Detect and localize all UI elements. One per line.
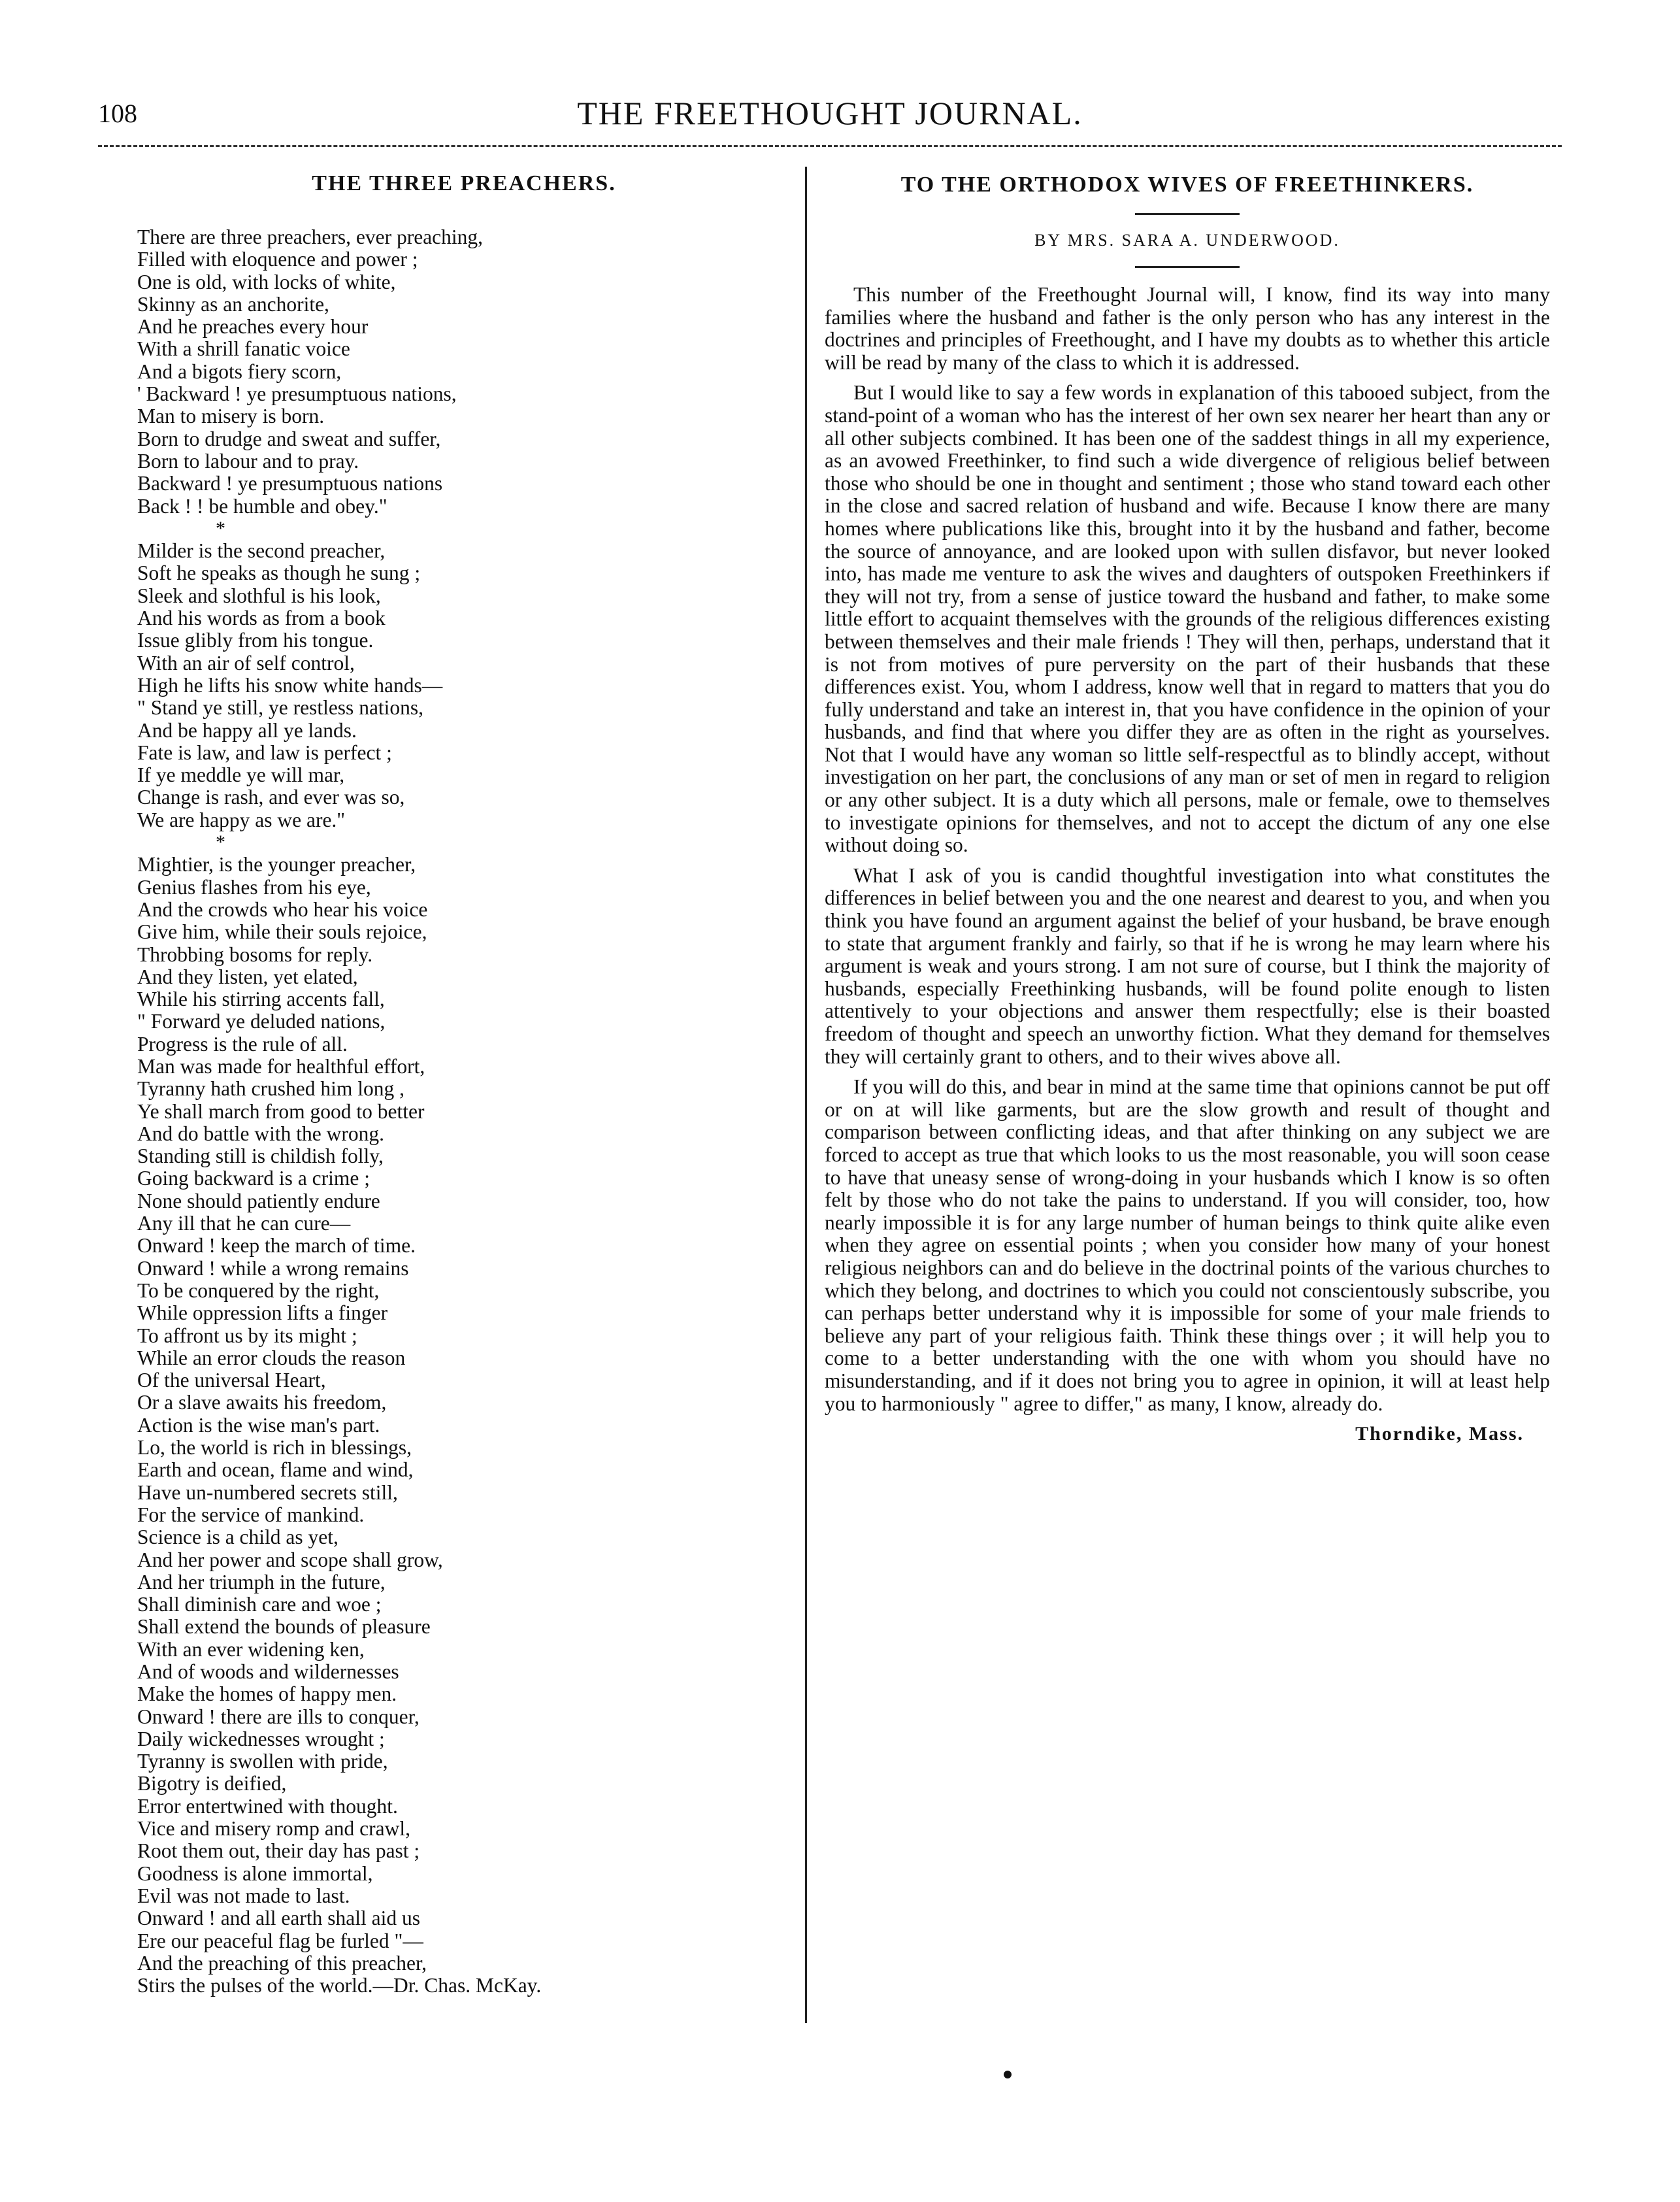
essay-dateline: Thorndike, Mass. [1355,1423,1524,1445]
poem-line: Any ill that he can cure— [137,1212,351,1235]
poem-line: Bigotry is deified, [137,1772,287,1795]
poem-line: Onward ! while a wrong remains [137,1256,409,1280]
poem-column [137,163,791,1997]
poem-line: Root them out, their day has past ; [137,1839,420,1863]
poem-line: Have un-numbered secrets still, [137,1480,398,1504]
journal-title: THE FREETHOUGHT JOURNAL. [577,95,1083,131]
poem-line: One is old, with locks of white, [137,270,396,293]
essay-paragraph: What I ask of you is candid thoughtful investigation into what constitutes the differences in belief between you and the one nearest and dearest to you, and when you think you have found an argument against the belief of your husband, be brave enough to state that argument frankly and fairly, so that if he is wrong he may learn where his argument is weak and yours strong. I am not sure of course, but I think the majority of husbands, especially Freethinking husbands, will be found polite enough to listen attentively to your objections and answer them respectfully; else is their boasted freedom of thought and speech an unworthy fiction. What they demand for themselves they will certainly grant to others, and to their wives above all. [825,863,1550,1068]
poem-line: Man to misery is born. [137,405,325,428]
poem-line: For the service of mankind. [137,1503,365,1526]
poem-line: ' Backward ! ye presumptuous nations, [137,382,457,406]
poem-line: While an error clouds the reason [137,1346,406,1369]
poem-body [137,226,791,1997]
poem-line: Sleek and slothful is his look, [137,584,381,607]
poem-line: And they listen, yet elated, [137,965,358,988]
poem-line: Onward ! keep the march of time. [137,1234,416,1258]
poem-line: And the crowds who hear his voice [137,897,428,921]
page-ornament-dot [1004,2071,1012,2078]
poem-line: Onward ! there are ills to conquer, [137,1705,420,1728]
poem-line: Tyranny hath crushed him long , [137,1077,404,1101]
poem-line: Filled with eloquence and power ; [137,248,418,271]
poem-line: Born to labour and to pray. [137,449,359,473]
poem-line: To affront us by its might ; [137,1324,357,1347]
essay-title: TO THE ORTHODOX WIVES OF FREETHINKERS. [900,173,1474,197]
poem-line: If ye meddle ye will mar, [137,763,345,787]
poem-line: Evil was not made to last. [137,1884,350,1907]
poem-line: Shall diminish care and woe ; [137,1593,382,1616]
poem-line: None should patiently endure [137,1189,380,1212]
poem-line: " Forward ye deluded nations, [137,1010,386,1033]
poem-line: Give him, while their souls rejoice, [137,920,427,944]
poem-line: Mightier, is the younger preacher, [137,853,416,876]
poem-line: With a shrill fanatic voice [137,337,350,361]
poem-line: And be happy all ye lands. [137,718,357,742]
poem-line: There are three preachers, ever preaching, [137,225,484,248]
poem-line: While his stirring accents fall, [137,988,385,1011]
poem-line: And his words as from a book [137,607,386,630]
essay-column [825,163,1550,1445]
stanza-break: * [216,831,304,854]
poem-line: And do battle with the wrong. [137,1122,384,1145]
poem-line: Man was made for healthful effort, [137,1054,425,1078]
poem-line: Ye shall march from good to better [137,1099,425,1123]
poem-line: Of the universal Heart, [137,1369,326,1392]
poem-line: Shall extend the bounds of pleasure [137,1615,431,1639]
poem-line: Change is rash, and ever was so, [137,786,405,809]
poem-line: " Stand ye still, ye restless nations, [137,696,424,720]
poem-line: And a bigots fiery scorn, [137,359,342,383]
essay-paragraph: If you will do this, and bear in mind at the same time that opinions cannot be put off or on at will like garments, but are the slow growth and result of thought and comparison between conflicting ideas, and that after thinking on any subject we are forced to accept as true that which looks to us the most reasonable, you will soon cease to have that uneasy sense of wrong-doing in your husbands which I know is so often felt by those who do not take the pains to understand. If you will consider, too, how nearly impossible it is for any large number of human beings to think quite alike even when they agree on essential points ; when you consider how many of your honest religious neighbors can and do believe in the doctrinal points of the various churches to which they belong, and doctrines to which you could not conscientously subscribe, you can perhaps better understand why it is impossible for some of your male friends to believe any part of your religious faith. Think these things over ; it will help you to come to a better understanding with the one with whom you should have no misunderstanding, and if it does not bring you to agree in opinion, it will at least help you to harmoniously " agree to differ," as many, I know, already do. [825,1075,1550,1415]
header-rule [98,145,1562,147]
poem-line: Throbbing bosoms for reply. [137,943,373,966]
stanza-break: * [216,517,304,539]
poem-line: Tyranny is swollen with pride, [137,1750,388,1773]
poem-line: Born to drudge and sweat and suffer, [137,427,441,450]
poem-line: We are happy as we are." [137,808,346,831]
poem-line: Standing still is childish folly, [137,1144,384,1168]
poem-line: Action is the wise man's part. [137,1413,380,1437]
poem-line: Earth and ocean, flame and wind, [137,1458,414,1482]
poem-title: THE THREE PREACHERS. [312,171,616,195]
poem-line: And he preaches every hour [137,315,369,339]
poem-line: And her triumph in the future, [137,1570,386,1593]
poem-line: To be conquered by the right, [137,1278,380,1302]
poem-line: Make the homes of happy men. [137,1682,397,1706]
poem-line: High he lifts his snow white hands— [137,673,443,697]
poem-line: Skinny as an anchorite, [137,292,329,316]
poem-line: Milder is the second preacher, [137,539,386,563]
poem-line: Lo, the world is rich in blessings, [137,1436,412,1460]
page-header [91,92,1568,137]
poem-line: Issue glibly from his tongue. [137,629,374,652]
poem-line: And her power and scope shall grow, [137,1548,443,1571]
essay-byline: BY MRS. SARA A. UNDERWOOD. [1034,231,1340,250]
poem-line: While oppression lifts a finger [137,1301,388,1325]
poem-line: Stirs the pulses of the world.—Dr. Chas. McKay. [137,1974,542,1997]
poem-line: Vice and misery romp and crawl, [137,1817,410,1841]
poem-line: And the preaching of this preacher, [137,1951,427,1975]
poem-line: With an ever widening ken, [137,1637,365,1661]
poem-line: Progress is the rule of all. [137,1032,348,1056]
poem-line: With an air of self control, [137,651,355,675]
page-number: 108 [98,99,137,128]
poem-line: Science is a child as yet, [137,1526,338,1549]
poem-line: Goodness is alone immortal, [137,1861,373,1885]
poem-line: Soft he speaks as though he sung ; [137,561,421,585]
poem-line: Back ! ! be humble and obey." [137,494,387,518]
essay-paragraph: This number of the Freethought Journal will, I know, find its way into many families where the husband and father is the only person who has any interest in the doctrines and principles of Freethought, and I have my doubts as to whether this article will be read by many of the class to which it is addressed. [825,283,1550,374]
poem-line: Or a slave awaits his freedom, [137,1391,387,1414]
byline-rule [1135,266,1240,268]
poem-line: Fate is law, and law is perfect ; [137,741,392,764]
poem-line: Genius flashes from his eye, [137,875,371,899]
poem-line: And of woods and wildernesses [137,1660,399,1683]
poem-line: Error entertwined with thought. [137,1794,398,1818]
poem-line: Ere our peaceful flag be furled "— [137,1929,423,1952]
essay-paragraph: But I would like to say a few words in explanation of this tabooed subject, from the stand-point of a woman who has the interest of her own sex nearer her heart than any or all other subjects combined. It has been one of the saddest things in all my experience, as an avowed Freethinker, to find such a wide divergence of religious belief between those who should be one in thought and sentiment ; those who stand toward each other in the close and sacred relation of husband and wife. Because I know there are many homes where publications like this, brought into it by the husband and father, become the source of annoyance, and are looked upon with sullen disfavor, but never looked into, has made me venture to ask the wives and daughters of outspoken Freethinkers if they will not try, from a sense of justice toward the husband and father, to make some little effort to acquaint themselves with the grounds of the religious differences existing between themselves and their male friends ! They will then, perhaps, understand that it is not from motives of pure perversity on the part of their husbands that these differences exist. You, whom I address, know well that in regard to matters that you do fully understand and take an interest in, that you have confidence in the opinion of your husbands, and find that where you differ they are as often in the right as yourselves. Not that I would have any woman so little self-respectful as to blindly accept, without investigation on her part, the conclusions of any man or set of men in regard to religion or any other subject. It is a duty which all persons, male or female, owe to themselves to investigate opinions for themselves, and not to accept the dictum of any one else without doing so. [825,381,1550,857]
poem-line: Backward ! ye presumptuous nations [137,472,443,495]
title-rule [1135,213,1240,215]
poem-line: Onward ! and all earth shall aid us [137,1907,420,1930]
poem-line: Going backward is a crime ; [137,1167,371,1190]
poem-line: Daily wickednesses wrought ; [137,1727,385,1750]
column-divider [805,167,807,2023]
